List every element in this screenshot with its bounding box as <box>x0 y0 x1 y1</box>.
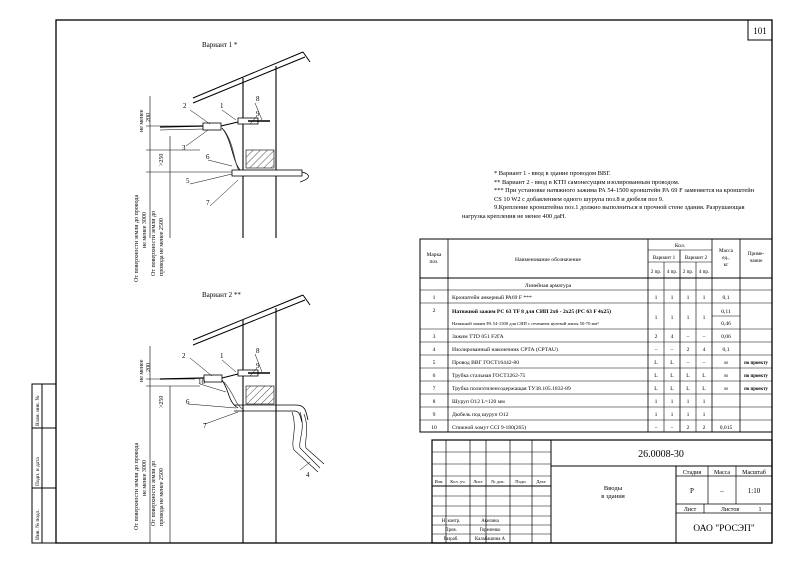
row-qty: 2 <box>686 425 690 431</box>
row-name: Натяжной зажим РС 63 TF 8 для СИП 2х6 - 2х25 (РС 63 F 4х25) <box>452 309 611 315</box>
role-prov: Пров. <box>445 528 457 533</box>
variant2-drawing <box>134 291 324 543</box>
dim-v1-ground2500: От поверхности земли до провода не менее 2500 <box>151 210 165 276</box>
general-notes <box>462 170 762 222</box>
callout-v1-1: 1 <box>220 102 224 110</box>
rev-h-date: Дата <box>536 479 546 484</box>
strip-inv-label: Инв. № подл. <box>35 509 41 540</box>
row-mass: 0,46 <box>721 321 731 327</box>
rev-h-izm: Изм. <box>434 479 444 484</box>
th-name: Наименование обозначение <box>515 257 581 263</box>
row-name: Трубка стальная ГОСТ3262-75 <box>452 373 526 379</box>
callout-v2-9: 9 <box>256 362 260 370</box>
row-name: Трубка полиэтиленсодержащая ТУ38.105.1832-89 <box>452 386 571 392</box>
row-qty: – <box>654 347 658 353</box>
row-qty: 1 <box>654 315 658 321</box>
row-pos: 3 <box>432 334 436 340</box>
row-qty: L <box>654 360 658 366</box>
row-qty: 1 <box>702 399 706 405</box>
row-qty: 1 <box>654 295 658 301</box>
company-name: ОАО "РОСЭП" <box>693 524 755 534</box>
row-qty: – <box>686 334 690 340</box>
variant2-title: Вариант 2 ** <box>202 291 241 299</box>
row-mass: м <box>724 360 728 366</box>
doc-code: 26.0008-30 <box>638 449 684 460</box>
row-qty: 1 <box>702 315 706 321</box>
row-name: Зажим ТТD 051 F2ГА <box>452 334 504 340</box>
section-label: Линейная арматура <box>524 283 572 289</box>
stage-value: Р <box>690 487 694 495</box>
row-qty: 2 <box>686 347 690 353</box>
row-name: Изолированный наконечник СРТА (СРТАU) <box>452 347 558 353</box>
row-pos: 6 <box>432 373 436 379</box>
row-name: Кронштейн анкерный РА69 F *** <box>452 295 532 301</box>
row-qty: L <box>670 373 674 379</box>
person-1: Акелина <box>481 519 499 524</box>
rev-h-doc: № док. <box>491 479 505 484</box>
th-p4b: 4 пр. <box>698 270 710 275</box>
row-qty: – <box>686 360 690 366</box>
row-qty: L <box>702 386 706 392</box>
row-qty: 1 <box>670 295 674 301</box>
row-pos: 2 <box>432 308 436 314</box>
sheet-frame <box>56 20 772 543</box>
row-qty: 1 <box>654 399 658 405</box>
sheet-number: 101 <box>753 26 767 36</box>
row-qty: 1 <box>702 295 706 301</box>
row-qty: 1 <box>686 412 690 418</box>
row-qty: 1 <box>670 412 674 418</box>
callout-v1-6: 6 <box>206 153 210 161</box>
role-razrab: Разраб. <box>443 537 459 542</box>
title-block <box>432 440 772 543</box>
row-mass: м <box>724 386 728 392</box>
sheets-value: 1 <box>758 507 762 513</box>
rev-h-kol: Кол. уч. <box>450 479 466 484</box>
spec-table <box>420 239 772 432</box>
rev-h-sign: Подп. <box>515 479 527 484</box>
row-qty: – <box>702 360 706 366</box>
row-name: Провод ВВГ ГОСТ16442-80 <box>452 360 520 366</box>
strip-replace-label: Взам. инв. № <box>35 395 41 426</box>
th-mass: Масса ед., кг <box>719 248 733 268</box>
row-subname: Натяжной зажим РА 54-1500 для СИП с сечением нулевой жилы 50-70 мм² <box>452 321 599 326</box>
dim-v2-ground3000: От поверхности земли до провода не менее 3000 <box>134 442 148 530</box>
dim-v2-ground2500: От поверхности земли до провода не менее 2500 <box>151 460 165 526</box>
th-variant2: Вариант 2 <box>684 255 708 261</box>
row-qty: 4 <box>670 334 674 340</box>
row-mass: 0,1 <box>722 295 730 301</box>
sheets-label: Листов <box>720 507 740 513</box>
callout-v2-6: 6 <box>186 398 190 406</box>
row-qty: 1 <box>654 412 658 418</box>
th-p4a: 4 пр. <box>666 270 678 275</box>
row-qty: 1 <box>670 315 674 321</box>
callout-v2-2: 2 <box>182 352 186 360</box>
row-qty: – <box>670 425 674 431</box>
callout-v2-7: 7 <box>203 422 207 430</box>
callout-v2-8: 8 <box>256 347 260 355</box>
row-qty: L <box>654 373 658 379</box>
callout-v1-5: 5 <box>186 177 190 185</box>
th-note: Приме-чание <box>747 251 765 264</box>
spec-rows <box>420 294 772 431</box>
drawing-title: Вводы в здания <box>601 485 625 500</box>
scale-value: 1:10 <box>747 487 761 495</box>
dim-v2-min200: не менее200 <box>139 359 152 382</box>
variant1-drawing <box>134 41 310 282</box>
sheet-label: Лист <box>683 507 697 513</box>
note-2: ** Вариант 2 - ввод в КТП самонесущим изолированным проводом. <box>494 178 680 186</box>
dim-v1-gt250: >250 <box>159 153 165 166</box>
row-note: по проекту <box>744 374 768 379</box>
strip-sign-label: Подп. и дата <box>35 457 41 486</box>
row-qty: 1 <box>670 399 674 405</box>
row-mass: 0,11 <box>721 309 731 315</box>
row-name: Стяжной хомут ССI 9-180(265) <box>452 425 526 431</box>
row-qty: L <box>686 386 690 392</box>
row-qty: 4 <box>702 347 706 353</box>
callout-v2-4: 4 <box>306 471 310 479</box>
row-qty: 1 <box>686 295 690 301</box>
th-variant1: Вариант 1 <box>652 255 676 261</box>
left-strip <box>32 384 56 543</box>
row-pos: 10 <box>431 425 437 431</box>
row-mass: 0,1 <box>722 347 730 353</box>
th-qty: Кол. <box>674 243 686 249</box>
row-pos: 8 <box>432 399 436 405</box>
callout-v2-10: 10 <box>198 378 205 386</box>
callout-v1-2: 2 <box>183 102 187 110</box>
callout-v1-8: 8 <box>256 95 260 103</box>
row-qty: 2 <box>654 334 658 340</box>
person-2: Гореленко <box>479 528 501 533</box>
variant1-title: Вариант 1 * <box>202 41 238 49</box>
row-qty: – <box>654 425 658 431</box>
th-mark: Марка поз. <box>426 252 442 265</box>
row-qty: 1 <box>686 315 690 321</box>
mass-label: Масса <box>713 470 731 476</box>
row-name: Шуруп О12 L=120 мм <box>452 399 505 405</box>
row-qty: L <box>670 360 674 366</box>
row-mass: 0,06 <box>721 334 731 340</box>
row-name: Дюбель под шуруп О12 <box>452 412 509 418</box>
th-p2a: 2 пр. <box>650 270 662 275</box>
dim-v1-ground3000: От поверхности земли до провода не менее 3000 <box>134 194 148 282</box>
note-4: 9.Крепление кронштейна поз.1 должно выполниться в прочной стене здания. Разрушающая нагрузка крепления не менее 400 даН. <box>462 204 745 220</box>
row-qty: L <box>686 373 690 379</box>
row-mass: м <box>724 373 728 379</box>
row-qty: 1 <box>702 412 706 418</box>
scale-label: Масштаб <box>742 470 766 476</box>
dim-v2-gt250: >250 <box>159 395 165 408</box>
row-note: по проекту <box>744 387 768 392</box>
row-qty: 2 <box>702 425 706 431</box>
stage-label: Стадия <box>682 470 702 476</box>
row-qty: L <box>702 373 706 379</box>
row-pos: 1 <box>432 295 436 301</box>
note-1: * Вариант 1 - ввод в здание проводом ВВГ. <box>494 170 611 177</box>
row-qty: L <box>670 386 674 392</box>
row-pos: 5 <box>432 360 436 366</box>
row-qty: 1 <box>686 399 690 405</box>
mass-value: – <box>720 487 724 495</box>
row-qty: L <box>654 386 658 392</box>
person-3: Калабашина А <box>474 537 506 542</box>
th-p2b: 2 пр. <box>682 270 694 275</box>
callout-v1-9: 9 <box>256 110 260 118</box>
row-pos: 4 <box>432 347 436 353</box>
rev-h-list: Лист <box>473 479 483 484</box>
callout-v1-7: 7 <box>206 199 210 207</box>
row-mass: 0,015 <box>719 425 733 431</box>
row-note: по проекту <box>744 361 768 366</box>
dim-v1-min200-a: не менее200 <box>139 109 152 132</box>
callout-v2-1: 1 <box>220 352 224 360</box>
role-nkontr: Н. контр. <box>441 519 461 524</box>
row-qty: – <box>670 347 674 353</box>
callout-v1-3: 3 <box>182 144 186 152</box>
note-3: *** При установке натяжного зажима РА 54-1500 кронштейн РА 69 F заменяется на кронштейн CS 10 W2 с добавлением одного шурупа поз.8 и дюбеля поз 9. <box>494 187 755 203</box>
row-pos: 7 <box>432 386 436 392</box>
row-qty: – <box>702 334 706 340</box>
row-pos: 9 <box>432 412 436 418</box>
